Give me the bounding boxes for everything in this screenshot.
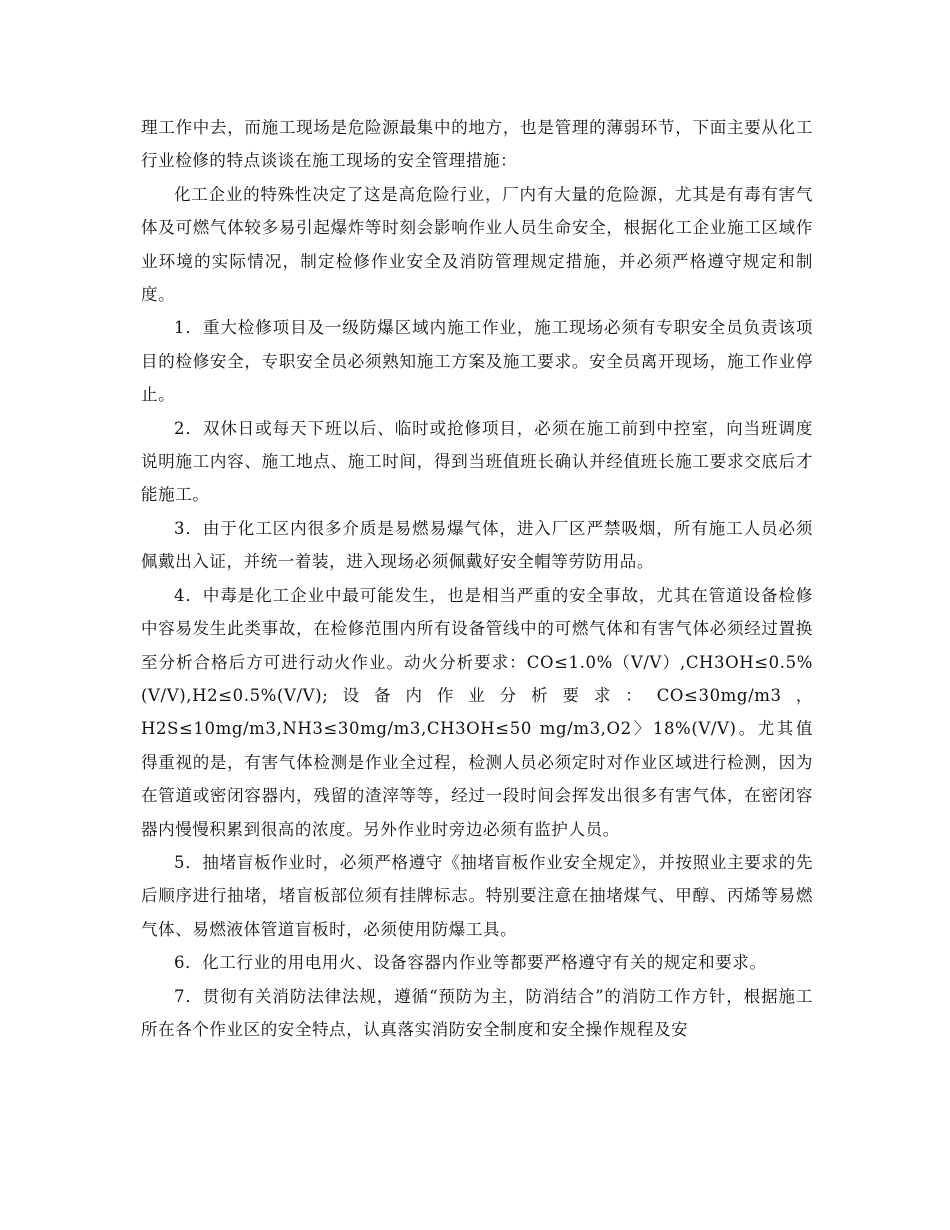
paragraph-background: 化工企业的特殊性决定了这是高危险行业，厂内有大量的危险源，尤其是有毒有害气体及可燃气体较多易引起爆炸等时刻会影响作业人员生命安全，根据化工企业施工区域作业环境的实际情况，制定检修作业安全及消防管理规定措施，并必须严格遵守规定和制度。 — [141, 184, 813, 305]
paragraph-item-5: 5．抽堵盲板作业时，必须严格遵守《抽堵盲板作业安全规定》，并按照业主要求的先后顺序进行抽堵，堵盲板部位须有挂牌标志。特别要注意在抽堵煤气、甲醇、丙烯等易燃气体、易燃液体管道盲板时，必须使用防爆工具。 — [141, 852, 813, 939]
paragraph-item-7: 7．贯彻有关消防法律法规，遵循“预防为主，防消结合”的消防工作方针，根据施工所在各个作业区的安全特点，认真落实消防安全制度和安全操作规程及安 — [141, 986, 813, 1039]
paragraph-item-1: 1．重大检修项目及一级防爆区域内施工作业，施工现场必须有专职安全员负责该项目的检修安全，专职安全员必须熟知施工方案及施工要求。安全员离开现场，施工作业停止。 — [141, 318, 813, 405]
paragraph-item-4: 4．中毒是化工企业中最可能发生，也是相当严重的安全事故，尤其在管道设备检修中容易发生此类事故，在检修范围内所有设备管线中的可燃气体和有害气体必须经过置换至分析合格后方可进行动火作业。动火分析要求：CO≤1.0%（V/V）,CH3OH≤0.5%(V/V),H2≤0.5%(V/V);设备内作业分析要求：CO≤30mg/m3，H2S≤10mg/m3,NH3≤30mg/m3,CH3OH≤50 mg/m3,O2〉18%(V/V)。尤其值得重视的是，有害气体检测是作业全过程，检测人员必须定时对作业区域进行检测，因为在管道或密闭容器内，残留的渣滓等等，经过一段时间会挥发出很多有害气体，在密闭容器内慢慢积累到很高的浓度。另外作业时旁边必须有监护人员。 — [141, 585, 813, 839]
paragraph-item-6: 6．化工行业的用电用火、设备容器内作业等都要严格遵守有关的规定和要求。 — [174, 953, 767, 973]
paragraph-intro: 理工作中去，而施工现场是危险源最集中的地方，也是管理的薄弱环节，下面主要从化工行业检修的特点谈谈在施工现场的安全管理措施： — [141, 118, 813, 171]
paragraph-item-2: 2．双休日或每天下班以后、临时或抢修项目，必须在施工前到中控室，向当班调度说明施工内容、施工地点、施工时间，得到当班值班长确认并经值班长施工要求交底后才能施工。 — [141, 418, 813, 505]
document-body — [141, 111, 813, 1046]
paragraph-item-3: 3．由于化工区内很多介质是易燃易爆气体，进入厂区严禁吸烟，所有施工人员必须佩戴出入证，并统一着装，进入现场必须佩戴好安全帽等劳防用品。 — [141, 518, 813, 572]
